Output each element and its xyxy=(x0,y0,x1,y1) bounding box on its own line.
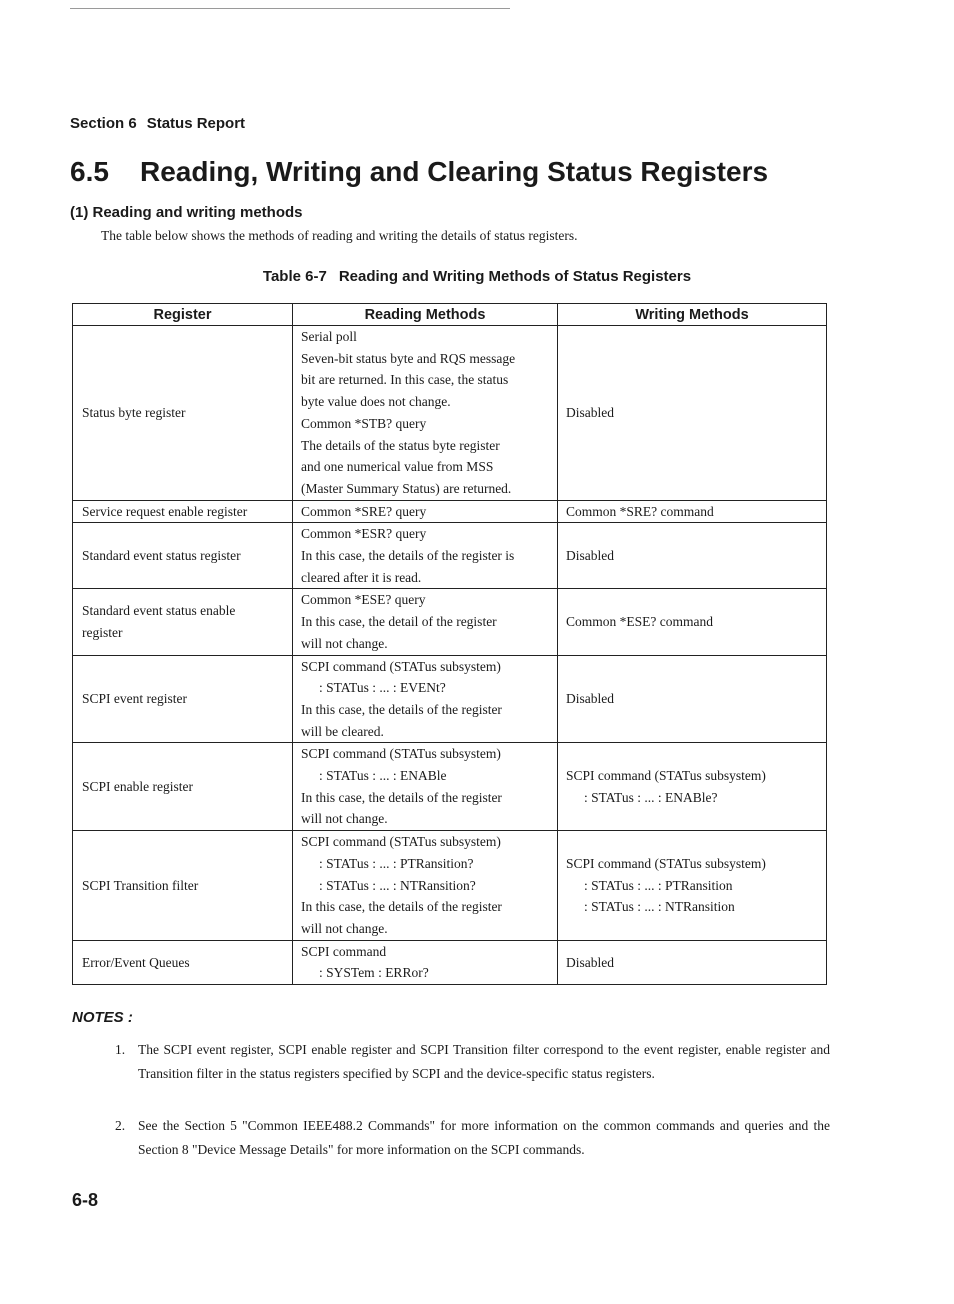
cell-line: will not change. xyxy=(301,811,388,827)
writing-methods-cell xyxy=(558,500,827,523)
table-row xyxy=(73,940,827,984)
writing-methods-cell xyxy=(558,940,827,984)
register-cell xyxy=(73,523,293,589)
reading-methods-cell xyxy=(293,831,558,941)
cell-line: Error/Event Queues xyxy=(82,954,190,970)
table-body xyxy=(73,326,827,985)
writing-methods-cell xyxy=(558,743,827,831)
cell-line: Standard event status enable xyxy=(82,603,236,619)
cell-line: Disabled xyxy=(566,954,614,970)
cell-line: and one numerical value from MSS xyxy=(301,459,494,475)
top-rule xyxy=(70,8,510,9)
register-cell xyxy=(73,831,293,941)
cell-line: SCPI command (STATus subsystem) xyxy=(566,768,766,784)
cell-line: SCPI command (STATus subsystem) xyxy=(301,834,501,850)
cell-line: Common *ESE? query xyxy=(301,592,426,608)
note-text: See the Section 5 "Common IEEE488.2 Commands" for more information on the common commands and queries and the Section 8 "Device Message Details" for more information on the SCPI commands. xyxy=(138,1118,830,1157)
page-number: 6-8 xyxy=(72,1190,99,1210)
cell-line: SCPI Transition filter xyxy=(82,877,199,893)
section-header xyxy=(70,115,245,132)
table-row xyxy=(73,326,827,501)
reading-methods-cell xyxy=(293,655,558,743)
cell-line: : STATus : ... : PTRansition? xyxy=(319,855,474,871)
cell-line: : STATus : ... : ENABle xyxy=(319,768,447,784)
cell-line: In this case, the details of the register is xyxy=(301,548,515,564)
subheading: (1) Reading and writing methods xyxy=(70,204,303,221)
cell-line: Common *ESR? query xyxy=(301,526,427,542)
cell-line: : SYSTem : ERRor? xyxy=(319,965,429,981)
writing-methods-cell xyxy=(558,523,827,589)
writing-methods-cell xyxy=(558,589,827,655)
title-text: Reading, Writing and Clearing Status Registers xyxy=(140,156,769,187)
cell-line: register xyxy=(82,624,123,640)
table-row xyxy=(73,589,827,655)
cell-line: SCPI enable register xyxy=(82,778,193,794)
register-cell xyxy=(73,743,293,831)
cell-line: SCPI event register xyxy=(82,691,187,707)
cell-line: : STATus : ... : EVENt? xyxy=(319,680,446,696)
reading-methods-cell xyxy=(293,523,558,589)
cell-line: will not change. xyxy=(301,635,388,651)
table-row xyxy=(73,655,827,743)
cell-line: : STATus : ... : PTRansition xyxy=(584,877,733,893)
writing-methods-cell xyxy=(558,831,827,941)
table-row xyxy=(73,831,827,941)
cell-line: Seven-bit status byte and RQS message xyxy=(301,350,516,366)
register-cell xyxy=(73,326,293,501)
notes-heading: NOTES : xyxy=(72,1009,133,1026)
cell-line: In this case, the detail of the register xyxy=(301,614,497,630)
cell-line: : STATus : ... : NTRansition xyxy=(584,899,735,915)
cell-line: SCPI command (STATus subsystem) xyxy=(566,855,766,871)
cell-line: Service request enable register xyxy=(82,503,248,519)
header-reading-methods: Reading Methods xyxy=(293,304,558,326)
cell-line: Common *SRE? command xyxy=(566,503,714,519)
table-header-row xyxy=(73,304,827,326)
intro-paragraph: The table below shows the methods of reading and writing the details of status registers. xyxy=(101,228,578,243)
cell-line: byte value does not change. xyxy=(301,394,451,410)
cell-line: Common *SRE? query xyxy=(301,503,427,519)
cell-line: Standard event status register xyxy=(82,548,241,564)
title-number: 6.5 xyxy=(70,156,109,187)
cell-line: Serial poll xyxy=(301,329,357,344)
cell-line: In this case, the details of the register xyxy=(301,701,502,717)
register-cell xyxy=(73,500,293,523)
cell-line: : STATus : ... : ENABle? xyxy=(584,789,718,805)
writing-methods-cell xyxy=(558,655,827,743)
header-writing-methods: Writing Methods xyxy=(558,304,827,326)
cell-line: SCPI command (STATus subsystem) xyxy=(301,658,501,674)
register-cell xyxy=(73,655,293,743)
reading-methods-cell xyxy=(293,940,558,984)
section-name: Status Report xyxy=(146,115,246,132)
register-cell xyxy=(73,940,293,984)
cell-line: The details of the status byte register xyxy=(301,437,500,453)
reading-methods-cell xyxy=(293,743,558,831)
note-text: The SCPI event register, SCPI enable register and SCPI Transition filter correspond to the event register, enable register and Transition filter in the status registers specified by SCPI and the device-specific status registers. xyxy=(138,1042,830,1081)
table-caption-label: Table 6-7 xyxy=(262,268,327,285)
reading-methods-cell xyxy=(293,326,558,501)
note-item xyxy=(115,1114,830,1161)
cell-line: : STATus : ... : NTRansition? xyxy=(319,877,476,893)
cell-line: Common *ESE? command xyxy=(566,614,713,630)
page-title xyxy=(70,156,768,188)
cell-line: Disabled xyxy=(566,691,614,707)
cell-line: SCPI command xyxy=(301,943,387,959)
cell-line: Disabled xyxy=(566,404,614,420)
table-caption xyxy=(0,268,954,285)
writing-methods-cell xyxy=(558,326,827,501)
section-label: Section 6 xyxy=(70,115,137,132)
header-register: Register xyxy=(73,304,293,326)
cell-line: will be cleared. xyxy=(301,723,384,739)
table-row xyxy=(73,500,827,523)
cell-line: bit are returned. In this case, the status xyxy=(301,372,509,388)
cell-line: In this case, the details of the register xyxy=(301,789,502,805)
note-item xyxy=(115,1038,830,1085)
reading-methods-cell xyxy=(293,500,558,523)
cell-line: cleared after it is read. xyxy=(301,569,422,585)
cell-line: Status byte register xyxy=(82,404,186,420)
cell-line: Common *STB? query xyxy=(301,415,427,431)
note-number: 1. xyxy=(115,1042,126,1057)
note-number: 2. xyxy=(115,1118,126,1133)
cell-line: SCPI command (STATus subsystem) xyxy=(301,746,501,762)
reading-methods-cell xyxy=(293,589,558,655)
cell-line: (Master Summary Status) are returned. xyxy=(301,480,512,496)
cell-line: In this case, the details of the register xyxy=(301,899,502,915)
table-row xyxy=(73,743,827,831)
table-caption-text: Reading and Writing Methods of Status Registers xyxy=(338,268,692,285)
cell-line: Disabled xyxy=(566,548,614,564)
status-register-table xyxy=(72,303,827,985)
cell-line: will not change. xyxy=(301,920,388,936)
table-row xyxy=(73,523,827,589)
register-cell xyxy=(73,589,293,655)
